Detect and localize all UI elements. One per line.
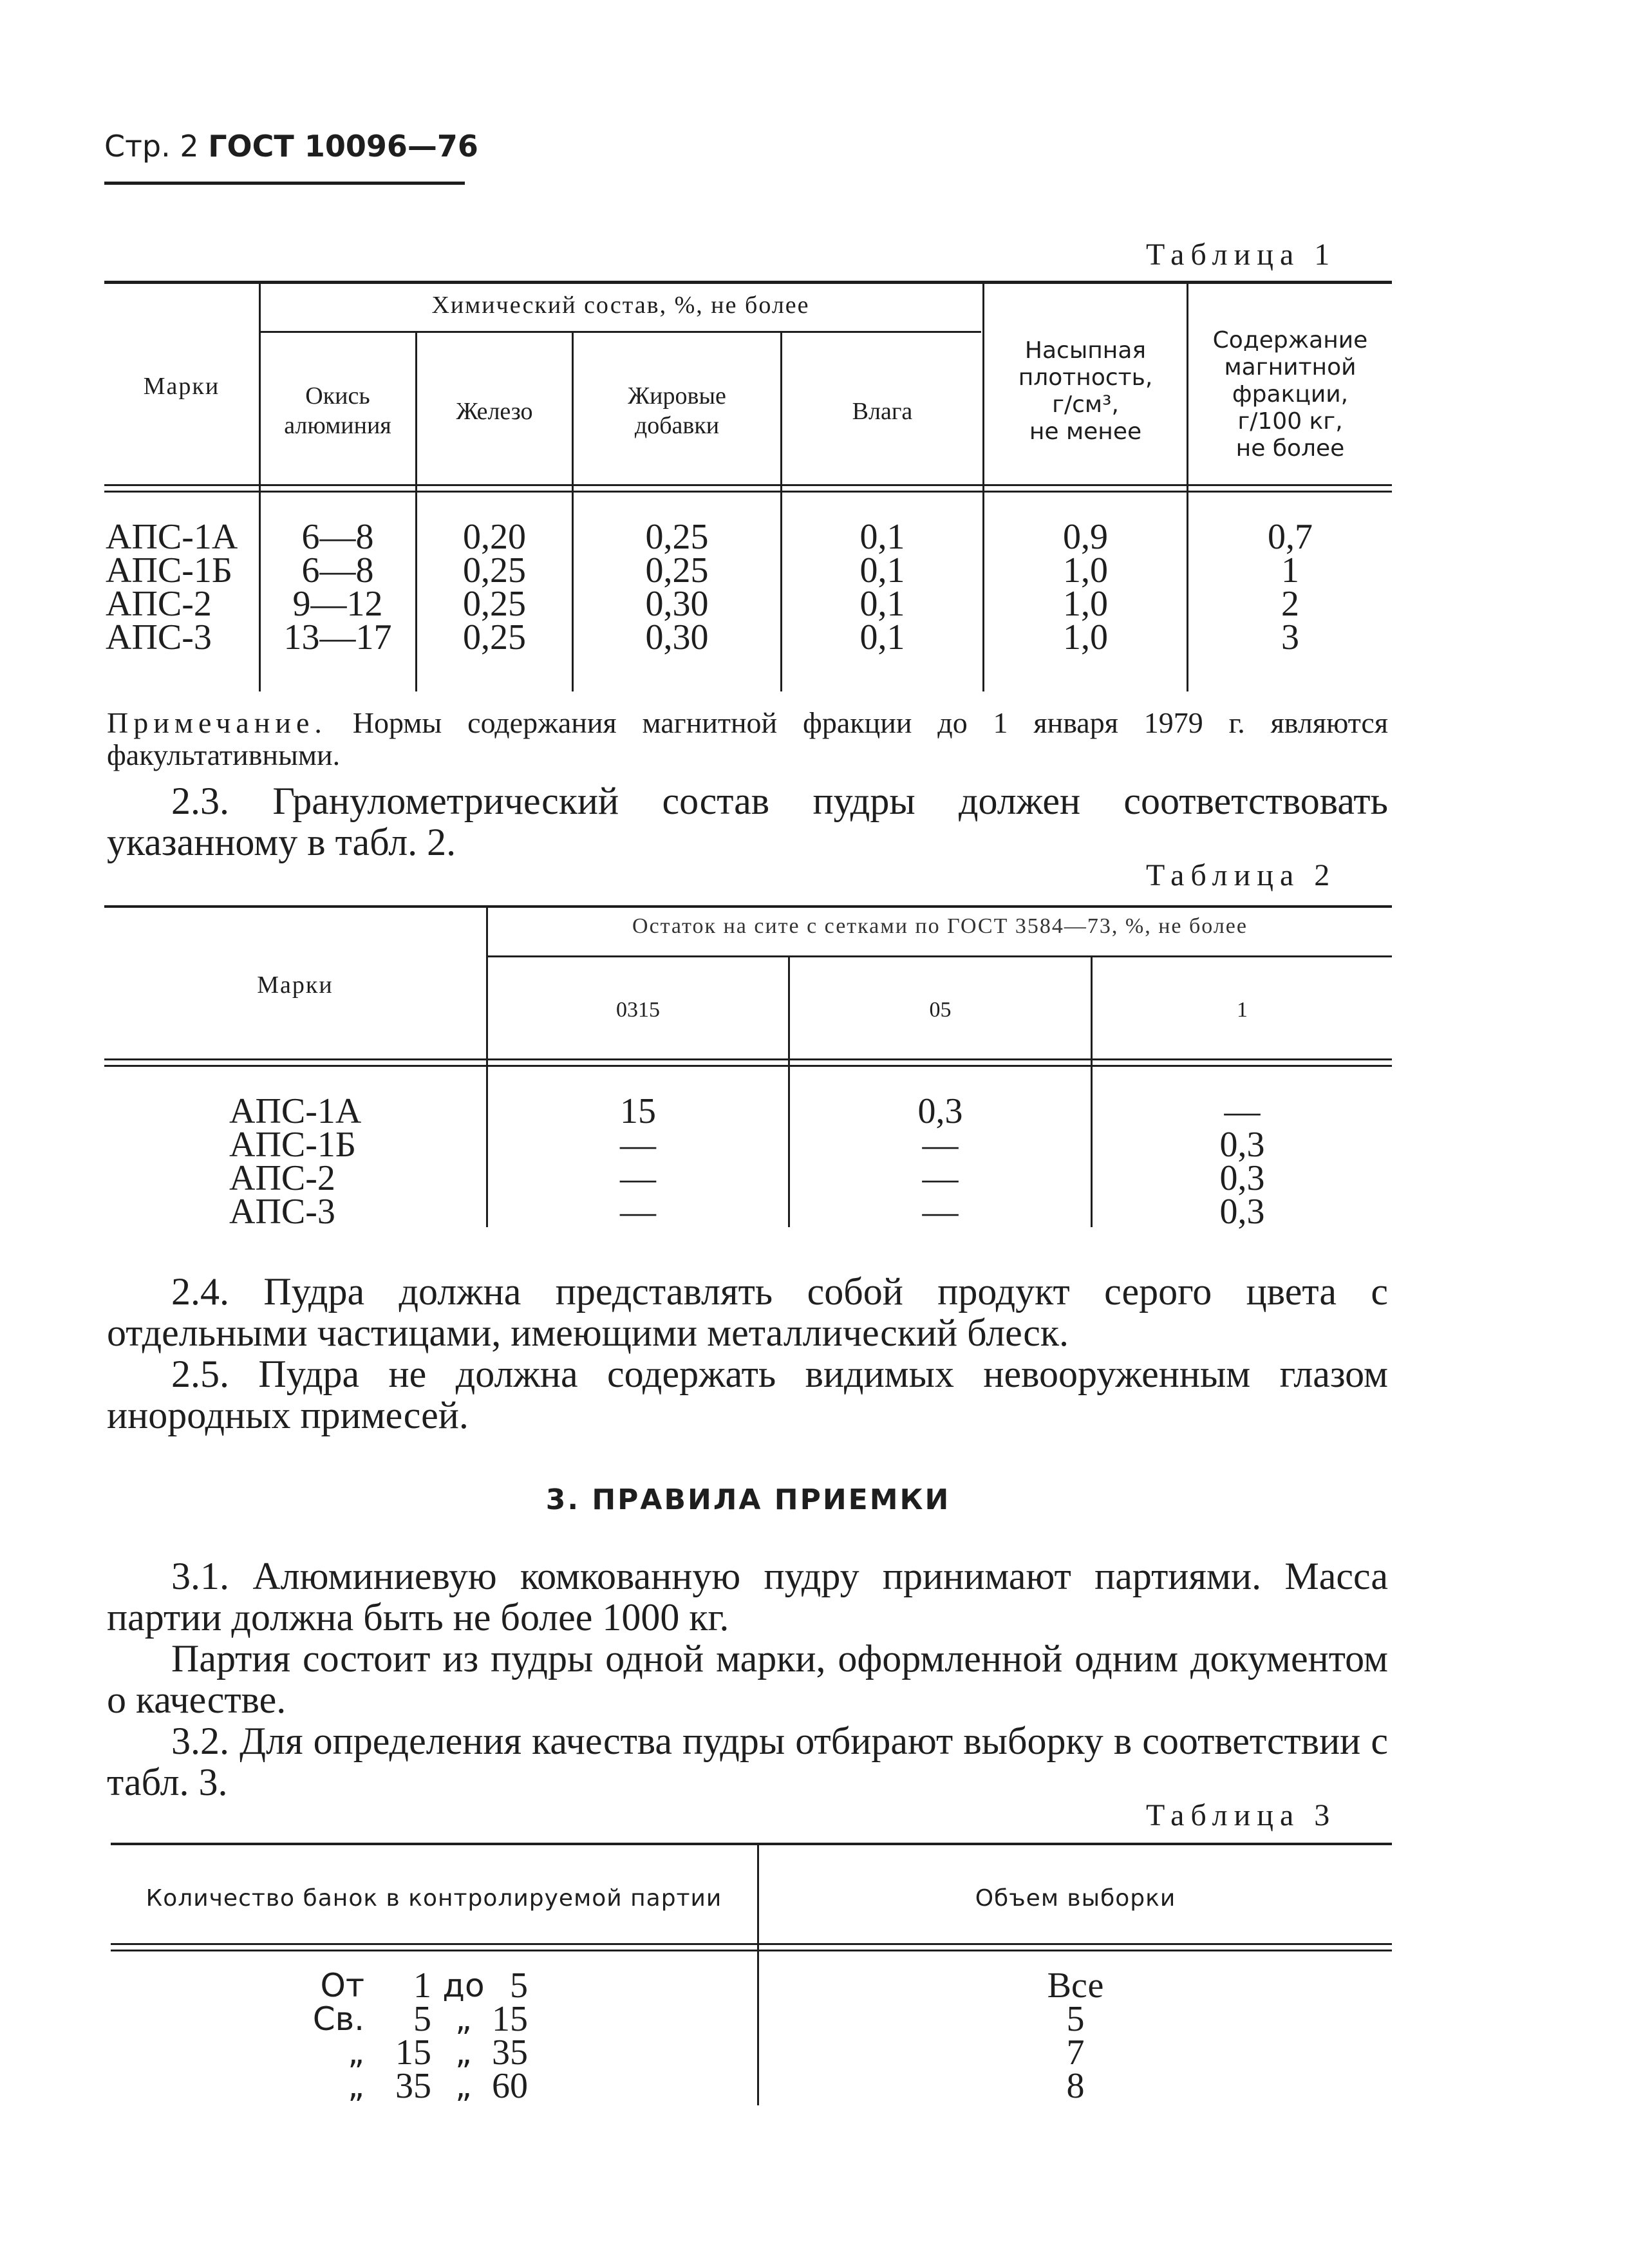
table2-1-column	[1093, 1091, 1392, 1232]
table3-header-rule2	[111, 1950, 1392, 1951]
table-cell: 0,3	[1219, 1192, 1265, 1232]
table-cell: 0,25	[645, 550, 709, 590]
table2-0315-column	[488, 1091, 788, 1232]
table1-marki-column	[106, 517, 258, 657]
table2-col-1: 1	[1237, 998, 1248, 1022]
table3-col-qty: Количество банок в контролируемой партии	[145, 1885, 722, 1912]
table-cell: 1,0	[1063, 617, 1108, 657]
table1-note	[107, 707, 1388, 771]
table3-caption: Таблица 3	[1146, 1798, 1337, 1832]
header-rule	[104, 182, 465, 185]
table-cell: „	[348, 2067, 364, 2105]
table-cell: 0,1	[859, 550, 905, 590]
table-cell: 15	[620, 1091, 656, 1131]
table-cell: —	[1224, 1091, 1261, 1131]
table-cell: 1	[1281, 550, 1299, 590]
paragraph-2-3: 2.3. Гранулометрический состав пудры должен соответствовать указанному в табл. 2.	[107, 780, 1388, 863]
table3-header-rule	[111, 1943, 1392, 1945]
table2-header-rule	[104, 1058, 1392, 1060]
table2-top-rule	[104, 905, 1392, 908]
table-cell: 0,3	[1219, 1125, 1265, 1165]
table2-col-marki: Марки	[257, 972, 333, 999]
table-cell: 3	[1281, 617, 1299, 657]
table1-group-rule	[260, 331, 981, 333]
table-cell: От	[320, 1967, 364, 2004]
table3-from-column	[373, 1966, 431, 2106]
table-cell: 2	[1281, 584, 1299, 624]
table-cell: 0,9	[1063, 517, 1108, 557]
table-cell: 6—8	[301, 517, 374, 557]
table3-to-column	[483, 1966, 528, 2106]
table-cell: АПС-1А	[106, 517, 238, 557]
section-3-title: 3. ПРАВИЛА ПРИЕМКИ	[545, 1483, 951, 1516]
table-cell: Св.	[312, 2000, 364, 2038]
table2-col-05: 05	[929, 998, 952, 1022]
table1-caption: Таблица 1	[1146, 238, 1337, 272]
table-cell: АПС-1Б	[106, 550, 233, 590]
table-cell: 0,25	[645, 517, 709, 557]
page-header	[104, 129, 478, 164]
table-cell: „	[455, 2034, 472, 2071]
table2-group-rule	[488, 955, 1392, 957]
table-cell: —	[620, 1158, 656, 1198]
page-label: Стр. 2	[104, 129, 199, 164]
table1-moisture-column	[782, 517, 982, 657]
table1-fat-column	[574, 517, 780, 657]
paragraph-3-1-batch: Партия состоит из пудры одной марки, оформленной одним документом о качестве.	[107, 1637, 1388, 1721]
table-cell: —	[620, 1125, 656, 1165]
table-cell: АПС-3	[106, 617, 212, 657]
table3-sample-column	[759, 1966, 1392, 2106]
table1-col-fat: Жировые добавки	[628, 382, 726, 439]
table-cell: 0,30	[645, 617, 709, 657]
table1-header-rule	[104, 484, 1392, 486]
table1-col-iron: Железо	[456, 398, 533, 425]
table-cell: 60	[492, 2066, 528, 2106]
table-cell: —	[922, 1125, 959, 1165]
paragraph-3-2: 3.2. Для определения качества пудры отбирают выборку в соответствии с табл. 3.	[107, 1720, 1388, 1803]
table-cell: 0,20	[463, 517, 526, 557]
table1-iron-column	[417, 517, 572, 657]
table2-05-column	[790, 1091, 1091, 1232]
table-cell: 6—8	[301, 550, 374, 590]
table-cell: 1,0	[1063, 584, 1108, 624]
note-text: Нормы содержания магнитной фракции до 1 января 1979 г. являются факультативными.	[107, 706, 1388, 771]
table1-col-density: Насыпная плотность, г/см³, не менее	[1018, 337, 1153, 445]
table-cell: АПС-3	[229, 1192, 335, 1232]
table1-top-rule	[104, 281, 1392, 284]
paragraph-2-4: 2.4. Пудра должна представлять собой продукт серого цвета с отдельными частицами, имеющими металлический блеск.	[107, 1270, 1388, 1354]
table3-col-sample: Объем выборки	[975, 1885, 1176, 1912]
table3-prefix-column	[281, 1969, 364, 2103]
paragraph-3-1: 3.1. Алюминиевую комкованную пудру принимают партиями. Масса партии должна быть не более 1000 кг.	[107, 1555, 1388, 1639]
table-cell: 0,30	[645, 584, 709, 624]
table2-header-rule2	[104, 1065, 1392, 1067]
table-cell: —	[620, 1192, 656, 1232]
table-cell: до	[442, 1967, 485, 2004]
table-cell: 9—12	[292, 584, 383, 624]
table1-density-column	[984, 517, 1187, 657]
table1-col-magnetic: Содержание магнитной фракции, г/100 кг, не более	[1212, 327, 1368, 462]
table-cell: 0,3	[1219, 1158, 1265, 1198]
table-cell: 15	[395, 2033, 431, 2073]
table-cell: АПС-2	[229, 1158, 335, 1198]
table-cell: 13—17	[283, 617, 392, 657]
table1-oxide-column	[260, 517, 415, 657]
table-cell: 0,1	[859, 517, 905, 557]
table2-col-0315: 0315	[616, 998, 660, 1022]
table-cell: „	[348, 2034, 364, 2071]
table-cell: 35	[492, 2033, 528, 2073]
standard-number: ГОСТ 10096—76	[208, 129, 478, 164]
table-cell: 35	[395, 2066, 431, 2106]
table-cell: 15	[492, 1999, 528, 2039]
table-cell: Все	[1047, 1966, 1104, 2006]
table3-top-rule	[111, 1843, 1392, 1845]
table1-col-moisture: Влага	[852, 398, 913, 425]
table-cell: 0,1	[859, 584, 905, 624]
table-cell: „	[455, 2067, 472, 2105]
table-cell: АПС-2	[106, 584, 212, 624]
table1-col-marki: Марки	[143, 373, 220, 400]
table-cell: —	[922, 1192, 959, 1232]
table2-caption: Таблица 2	[1146, 858, 1337, 892]
table-cell: АПС-1А	[229, 1091, 362, 1131]
table-cell: 8	[1066, 2066, 1085, 2106]
note-label: Примечание.	[107, 706, 327, 739]
table-cell: АПС-1Б	[229, 1125, 357, 1165]
table-cell: 1,0	[1063, 550, 1108, 590]
table-cell: 5	[1066, 1999, 1085, 2039]
table1-col-oxide: Окись алюминия	[284, 382, 391, 439]
table-cell: 0,7	[1268, 517, 1313, 557]
table3-conj-column	[438, 1969, 489, 2103]
table-cell: 0,25	[463, 584, 526, 624]
table-cell: 0,3	[917, 1091, 963, 1131]
table2-group-header: Остаток на сите с сетками по ГОСТ 3584—73, %, не более	[632, 914, 1248, 938]
table1-magnetic-column	[1188, 517, 1392, 657]
table-cell: 0,25	[463, 550, 526, 590]
table-cell: 7	[1066, 2033, 1085, 2073]
table1-header-rule2	[104, 491, 1392, 493]
table2-marki-column	[229, 1091, 484, 1232]
table-cell: 0,1	[859, 617, 905, 657]
table-cell: 5	[510, 1966, 528, 2006]
table-cell: —	[922, 1158, 959, 1198]
table-cell: 5	[413, 1999, 431, 2039]
table1-group-header: Химический состав, %, не более	[431, 292, 810, 319]
table-cell: „	[455, 2000, 472, 2038]
paragraph-2-5: 2.5. Пудра не должна содержать видимых невооруженным глазом инородных примесей.	[107, 1353, 1388, 1436]
table-cell: 1	[413, 1966, 431, 2006]
table-cell: 0,25	[463, 617, 526, 657]
